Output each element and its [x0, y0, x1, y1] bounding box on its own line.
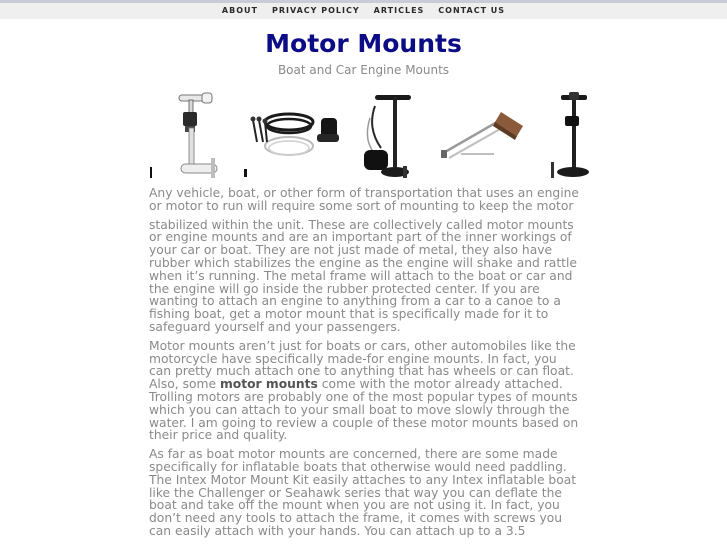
motor-mounts-keyword-link[interactable]: motor mounts — [219, 377, 318, 392]
site-tagline: Boat and Car Engine Mounts — [277, 63, 450, 77]
trolling-motor-white-image — [179, 93, 217, 178]
banner-tick-mark — [244, 169, 247, 177]
nav-link-contact-us[interactable]: CONTACT US — [438, 6, 506, 15]
article-paragraph-1: Any vehicle, boat, or other form of transportation that uses an engine or motor to run will require some sort of mounting to keep the motor — [149, 186, 579, 213]
nav-link-articles[interactable]: ARTICLES — [373, 6, 425, 15]
trolling-motor-black-image — [364, 95, 411, 178]
article-body — [149, 187, 581, 544]
cable-mount-kit-image — [251, 114, 340, 155]
article-paragraph-3 — [149, 340, 581, 442]
trolling-motor-partial-image — [551, 92, 589, 178]
nav-link-about[interactable]: ABOUT — [221, 6, 258, 15]
paragraph-text: Motor mounts aren’t just for boats or cars, other automobiles like the motorcycle have specifically made-for engine mounts. In fact, you can pretty much attach one to anything that has wheels or can float. Also, some — [149, 338, 576, 392]
site-title[interactable]: Motor Mounts — [265, 29, 462, 58]
article-paragraph-4: As far as boat motor mounts are concerned, there are some made specifically for inflatable boats that otherwise would need paddling. The Intex Motor Mount Kit easily attaches to any Intex inflatable boat like the Challenger or Seahawk series that way you can deflate the boat and take off the mount when you are not using it. In fact, you don’t need any tools to attach the frame, it comes with screws you can easily attach with your hands. You can attach up to a 3.5 — [149, 447, 577, 538]
article-paragraph-2: stabilized within the unit. These are collectively called motor mounts or engine mounts and are an important part of the inner workings of your car or boat. They are not just made of metal, they also have rubber which stabilizes the engine as the engine will shake and rattle when it’s running. The metal frame will attach to the boat or car and the engine will go inside the rubber protected center. If you are wanting to attach an engine to anything from a car to a canoe to a fishing boat, get a motor mount that is specifically made for it to safeguard yourself and your passengers. — [149, 217, 577, 334]
motor-bracket-image — [441, 112, 523, 158]
banner-tick-mark — [150, 167, 152, 178]
nav-link-privacy-policy[interactable]: PRIVACY POLICY — [271, 6, 360, 15]
top-navigation — [0, 3, 727, 19]
paragraph-text: come with the motor already attached. Trolling motors are probably one of the most popular types of mounts which you can attach to your small boat to move slowly through the water. I am going to review a couple of these motor mounts based on their price and quality. — [149, 377, 579, 443]
product-banner — [149, 92, 589, 180]
